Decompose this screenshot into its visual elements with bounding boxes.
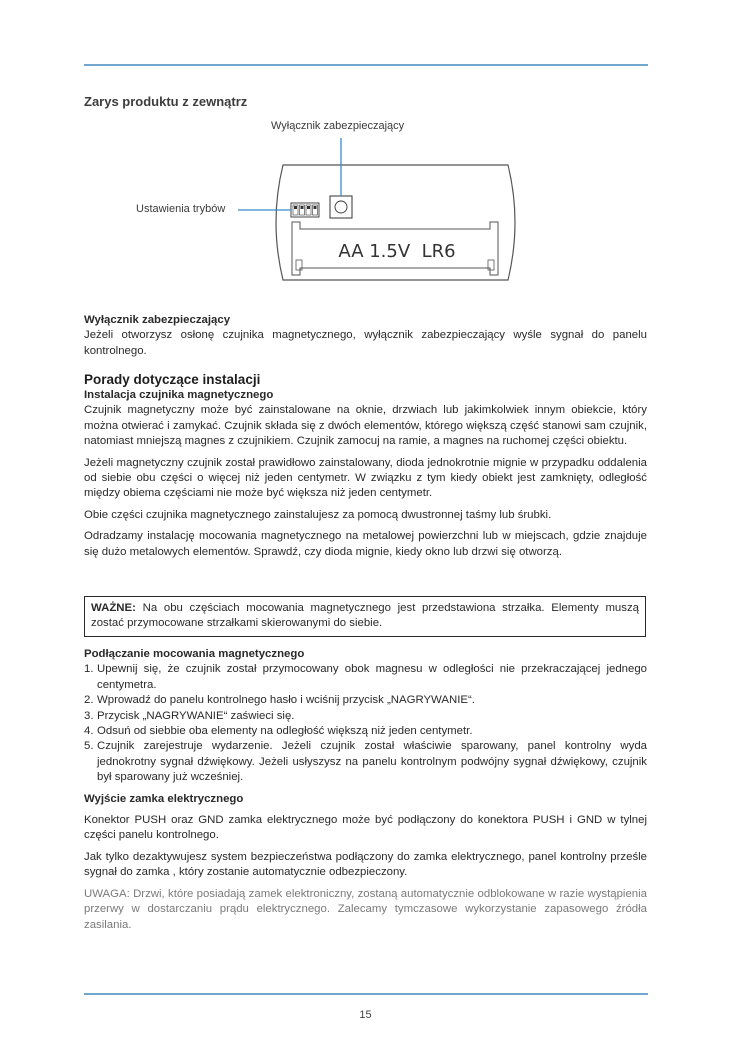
tamper-section-title: Wyłącznik zabezpieczający (84, 314, 231, 326)
lock-paragraph-2: Jak tylko dezaktywujesz system bezpieczeństwa podłączony do zamka elektrycznego, panel kontrolny prześle sygnał do zamka , który zostanie automatycznie odbezpieczony. (84, 850, 647, 879)
pairing-step: 2. Wprowadź do panelu kontrolnego hasło i wciśnij przycisk „NAGRYWANIE“. (84, 694, 475, 707)
page-number: 15 (359, 1009, 372, 1021)
install-paragraph-2: Jeżeli magnetyczny czujnik został prawidłowo zainstalowany, dioda jednokrotnie mignie w przypadku oddalenia od siebie obu części o więcej niż jeden centymetr. W związku z tym kiedy obiekt jest zamknięty, odległość między obiema częściami nie może być większa niż jeden centymetr. (84, 456, 647, 500)
tamper-section-body: Jeżeli otworzysz osłonę czujnika magnetycznego, wyłącznik zabezpieczający wyśle sygnał do panelu kontrolnego. (84, 329, 647, 357)
pairing-step: 5. Czujnik zarejestruje wydarzenie. Jeżeli czujnik został właściwie sparowany, panel kontrolny wyda jednokrotny sygnał dźwiękowy. Jeżeli usłyszysz na panelu kontrolnym podwójny sygnał dźwiękowy, czujnik był sparowany już wcześniej. (84, 740, 647, 784)
install-paragraph-3: Obie części czujnika magnetycznego zainstalujesz za pomocą dwustronnej taśmy lub śrubki. (84, 508, 552, 521)
pairing-step: 3. Przycisk „NAGRYWANIE“ zaświeci się. (84, 709, 295, 722)
warning-box (84, 596, 646, 637)
pairing-step: 4. Odsuń od siebbie oba elementy na odległość większą niż jeden centymetr. (84, 725, 473, 738)
bottom-rule (84, 993, 648, 995)
pairing-heading: Podłączanie mocowania magnetycznego (84, 648, 305, 660)
lock-paragraph-1: Konektor PUSH oraz GND zamka elektrycznego może być podłączony do konektora PUSH i GND w tylnej części panelu kontrolnego. (84, 814, 647, 842)
install-subheading: Instalacja czujnika magnetycznego (84, 389, 274, 401)
pairing-step: 1. Upewnij się, że czujnik został przymocowany obok magnesu w odległości nie przekraczającej jednego centymetra. (84, 663, 647, 691)
tamper-switch-button (335, 201, 347, 213)
warning-label: WAŻNE: (91, 602, 136, 614)
mode-settings-label: Ustawienia trybów (136, 203, 226, 215)
lock-output-heading: Wyjście zamka elektrycznego (84, 792, 244, 805)
tamper-switch-label: Wyłącznik zabezpieczający (271, 120, 405, 132)
install-paragraph-1: Czujnik magnetyczny może być zainstalowane na oknie, drzwiach lub jakimkolwiek innym obiekcie, który można otwierać i zamykać. Czujnik składa się z dwóch elementów, którego większą część stanowi sam czujnik, natomiast mniejszą magnes z czujnikiem. Czujnik zamocuj na ramie, a magnes na ruchomej części obiektu. (84, 404, 647, 448)
pairing-steps-list (84, 662, 647, 785)
install-paragraph-4: Odradzamy instalację mocowania magnetycznego na metalowej powierzchni lub w miejscach, gdzie znajduje się dużo metalowych elementów. Sprawdź, czy dioda mignie, kiedy okno lub drzwi się otworzą. (84, 530, 647, 558)
lock-note: UWAGA: Drzwi, które posiadają zamek elektroniczny, zostaną automatycznie odblokowane w razie wystąpienia przerwy w dostarczaniu prądu elektrycznego. Zalecamy tymczasowe wykorzystanie zapasowego źródła zasilania. (84, 887, 647, 931)
device-outline-diagram (0, 0, 731, 300)
warning-text: Na obu częściach mocowania magnetycznego jest przedstawiona strzałka. Elementy muszą zostać przymocowane strzałkami skierowanymi do siebie. (91, 602, 639, 630)
install-tips-heading: Porady dotyczące instalacji (84, 372, 261, 387)
battery-label: AA 1.5V LR6 (338, 241, 456, 262)
outline-heading: Zarys produktu z zewnątrz (84, 94, 248, 109)
